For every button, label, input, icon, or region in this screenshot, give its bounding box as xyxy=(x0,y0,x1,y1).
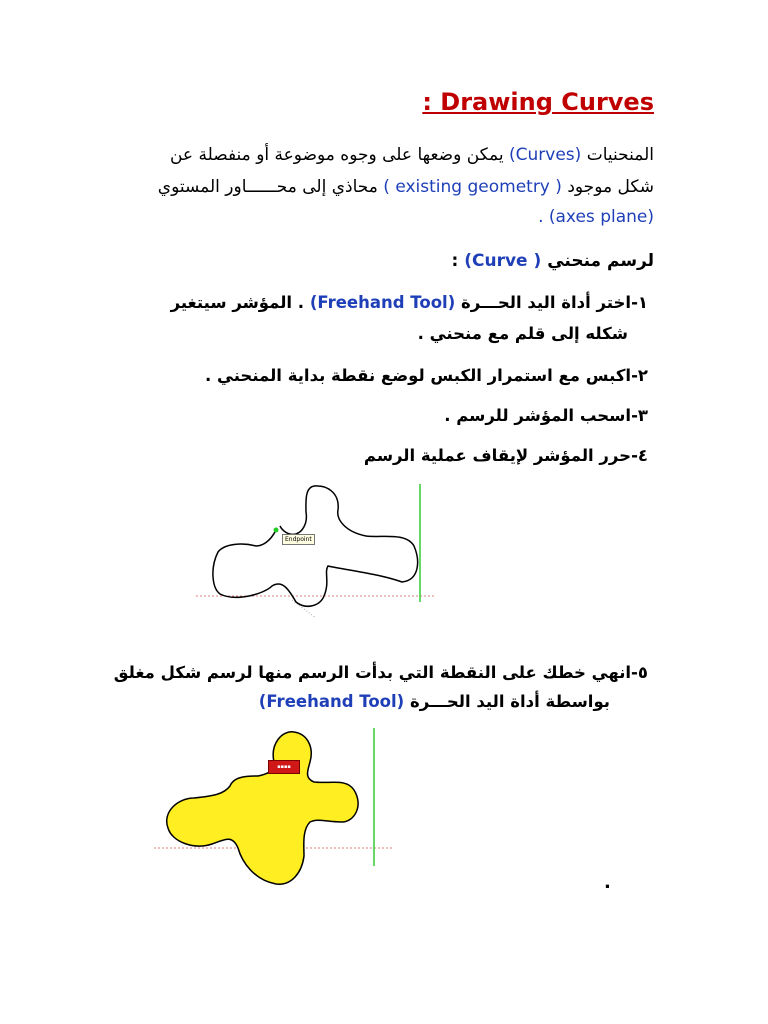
step-1-text: ١-اختر أداة اليد الحـــرة xyxy=(460,293,648,312)
endpoint-tooltip: Endpoint xyxy=(282,534,315,545)
step-1 xyxy=(171,287,648,319)
subheading-colon: : xyxy=(451,251,459,271)
step-1-continuation: شكله إلى قلم مع منحني . xyxy=(417,324,628,343)
figure-open-curve xyxy=(196,478,436,618)
step-2: ٢-اكبس مع استمرار الكبس لوضع نقطة بداية المنحني . xyxy=(204,366,648,385)
open-curve-path xyxy=(213,486,418,606)
subheading-term: ( Curve) xyxy=(464,251,542,271)
step-4: ٤-حرر المؤشر لإيقاف عملية الرسم xyxy=(363,446,648,465)
closed-shape-drawing xyxy=(154,726,394,890)
step-3: ٣-اسحب المؤشر للرسم . xyxy=(444,406,648,425)
intro-line-2 xyxy=(158,170,654,204)
intro-text: يمكن وضعها على وجوه موضوعة أو منفصلة عن xyxy=(169,145,504,165)
closed-shape-path xyxy=(167,732,358,884)
intro-text: المنحنيات xyxy=(586,145,654,165)
curve-drawing xyxy=(196,478,436,618)
intro-text: محاذي إلى محــــــاور المستوي xyxy=(157,177,378,197)
page-title: : Drawing Curves xyxy=(422,88,654,116)
cursor-indicator-label: ▪▪▪▪ xyxy=(277,764,291,770)
intro-text: شكل موجود xyxy=(567,177,654,197)
blue-axis-line xyxy=(292,600,316,618)
intro-line-1 xyxy=(170,138,654,172)
subheading-text: لرسم منحني xyxy=(547,251,654,271)
step-5-tool: (Freehand Tool) xyxy=(258,692,405,711)
step-5-continuation xyxy=(259,686,610,718)
start-point-marker xyxy=(274,528,279,533)
cursor-indicator xyxy=(268,760,300,774)
intro-term-existing-geometry: ( existing geometry ) xyxy=(383,177,562,197)
intro-term-curves: (Curves) xyxy=(509,145,582,165)
step-1-tool: (Freehand Tool) xyxy=(309,293,456,312)
step-1-text-end: . المؤشر سيتغير xyxy=(170,293,305,312)
subheading xyxy=(452,244,655,278)
step-5-text: بواسطة أداة اليد الحـــرة xyxy=(409,692,610,711)
end-dot: . xyxy=(604,872,611,893)
step-5: ٥-انهي خطك على النقطة التي بدأت الرسم منها لرسم شكل مغلق xyxy=(113,663,648,682)
intro-line-3: . (axes plane) xyxy=(538,207,654,227)
figure-closed-shape xyxy=(154,726,394,890)
